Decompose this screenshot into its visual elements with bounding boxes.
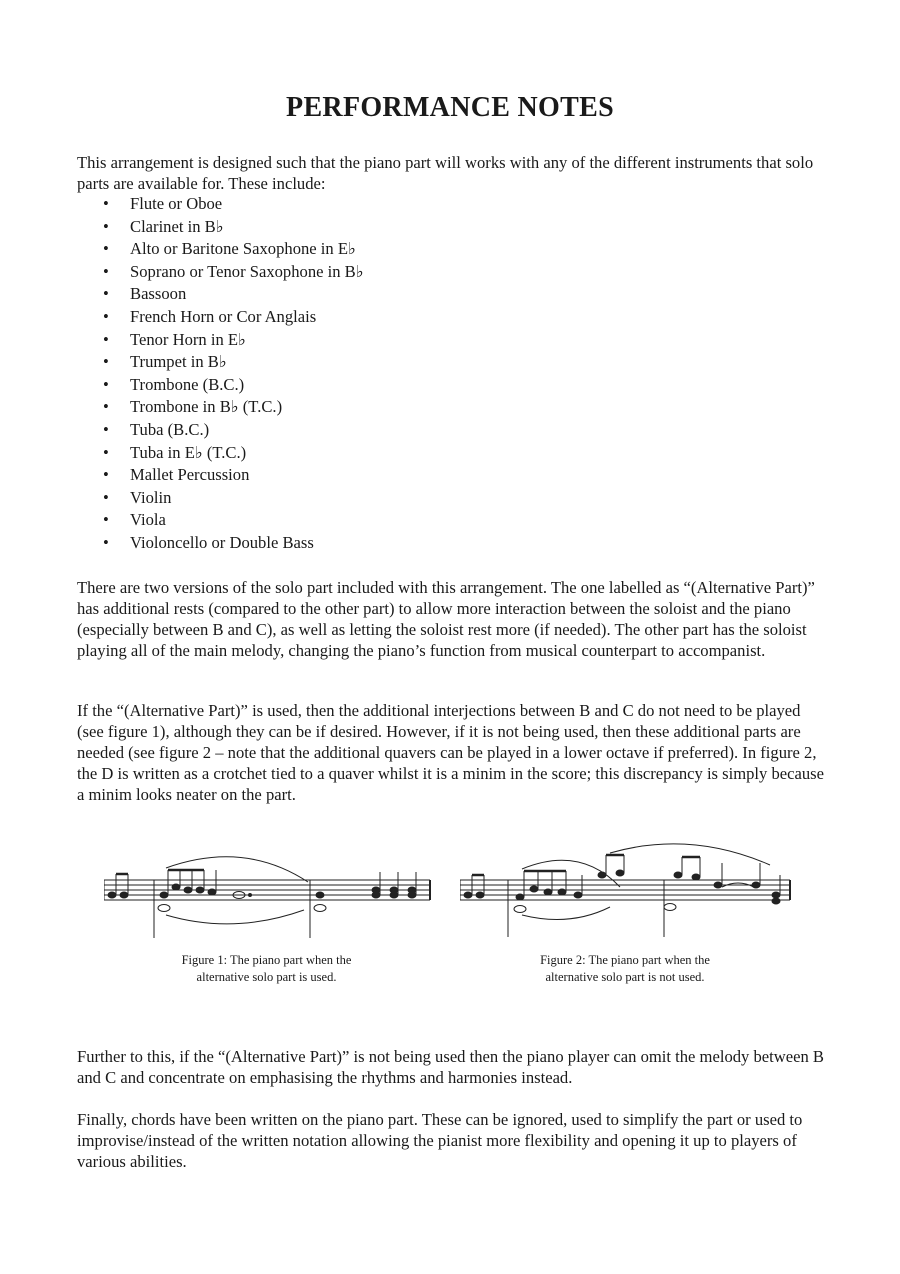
- instrument-list-item: [103, 442, 364, 465]
- bullet-icon: •: [103, 397, 109, 417]
- further-paragraph: Further to this, if the “(Alternative Part)” is not being used then the piano player can omit the melody between B and C and concentrate on emphasising the rhythms and harmonies instead.: [77, 1047, 824, 1087]
- bullet-icon: •: [103, 216, 109, 236]
- intro-paragraph: This arrangement is designed such that the piano part will works with any of the different instruments that solo parts are available for. These include:: [77, 153, 814, 193]
- instrument-name: Trombone (B.C.): [130, 374, 245, 394]
- instrument-name: Clarinet in B♭: [130, 216, 224, 236]
- instrument-list-item: [103, 396, 364, 419]
- figure-2-notation: [460, 835, 795, 945]
- figure-2: [460, 835, 795, 945]
- bullet-icon: •: [103, 284, 109, 304]
- bullet-icon: •: [103, 239, 109, 259]
- figure-2-caption-line-2: alternative solo part is not used.: [545, 970, 705, 984]
- bullet-icon: •: [103, 487, 109, 507]
- instrument-list-item: [103, 419, 364, 442]
- figure-2-caption-line-1: Figure 2: The piano part when the: [540, 953, 710, 967]
- instrument-list-item: [103, 193, 364, 216]
- instrument-name: Bassoon: [130, 284, 187, 304]
- bullet-icon: •: [103, 261, 109, 281]
- instrument-list-item: [103, 238, 364, 261]
- instrument-list-item: [103, 306, 364, 329]
- instrument-list: [103, 193, 364, 555]
- bullet-icon: •: [103, 329, 109, 349]
- instrument-list-item: [103, 509, 364, 532]
- instrument-list-item: [103, 487, 364, 510]
- instrument-name: French Horn or Cor Anglais: [130, 306, 317, 326]
- instrument-list-item: [103, 374, 364, 397]
- figure-1-caption-line-2: alternative solo part is used.: [196, 970, 337, 984]
- bullet-icon: •: [103, 419, 109, 439]
- chords-paragraph: Finally, chords have been written on the piano part. These can be ignored, used to simplify the part or used to improvise/instead of the written notation allowing the pianist more flexibility and opening it up to players of various abilities.: [77, 1110, 803, 1171]
- instrument-name: Viola: [130, 510, 166, 530]
- figure-1-caption-line-1: Figure 1: The piano part when the: [181, 953, 352, 967]
- bullet-icon: •: [103, 306, 109, 326]
- bullet-icon: •: [103, 442, 109, 462]
- bullet-icon: •: [103, 465, 109, 485]
- instrument-name: Soprano or Tenor Saxophone in B♭: [130, 261, 364, 281]
- bullet-icon: •: [103, 194, 109, 213]
- bullet-icon: •: [103, 374, 109, 394]
- instrument-name: Tenor Horn in E♭: [130, 329, 246, 349]
- instrument-name: Alto or Baritone Saxophone in E♭: [130, 239, 356, 259]
- figure-1: [104, 840, 434, 945]
- instrument-list-item: [103, 261, 364, 284]
- page-title: PERFORMANCE NOTES: [286, 92, 614, 123]
- instrument-list-item: [103, 351, 364, 374]
- instrument-name: Violin: [130, 487, 172, 507]
- bullet-icon: •: [103, 532, 109, 552]
- instrument-list-item: [103, 532, 364, 555]
- instrument-name: Violoncello or Double Bass: [130, 532, 314, 552]
- instrument-name: Tuba in E♭ (T.C.): [130, 442, 247, 462]
- instrument-list-item: [103, 216, 364, 239]
- alternative-part-paragraph: If the “(Alternative Part)” is used, then the additional interjections between B and C do not need to be played (see figure 1), although they can be if desired. However, if it is not being used, then these additional parts are needed (see figure 2 – note that the additional quavers can be played in a lower octave if preferred). In figure 2, the D is written as a crotchet tied to a quaver whilst it is a minim in the score; this discrepancy is simply because a minim looks neater on the part.: [77, 701, 824, 804]
- instrument-name: Flute or Oboe: [130, 194, 223, 213]
- figure-1-caption: [134, 952, 399, 986]
- instrument-name: Tuba (B.C.): [130, 419, 210, 439]
- instrument-name: Trumpet in B♭: [130, 352, 227, 372]
- instrument-name: Trombone in B♭ (T.C.): [130, 397, 283, 417]
- instrument-list-item: [103, 464, 364, 487]
- instrument-list-item: [103, 329, 364, 352]
- figure-2-caption: [490, 952, 760, 986]
- bullet-icon: •: [103, 352, 109, 372]
- instrument-name: Mallet Percussion: [130, 465, 250, 485]
- instrument-list-item: [103, 283, 364, 306]
- bullet-icon: •: [103, 510, 109, 530]
- solo-versions-paragraph: There are two versions of the solo part included with this arrangement. The one labelled as “(Alternative Part)” has additional rests (compared to the other part) to allow more interaction between the soloist and the piano (especially between B and C), as well as letting the soloist rest more (if needed). The other part has the soloist playing all of the main melody, changing the piano’s function from musical counterpart to accompanist.: [77, 578, 815, 660]
- figure-1-notation: [104, 840, 434, 945]
